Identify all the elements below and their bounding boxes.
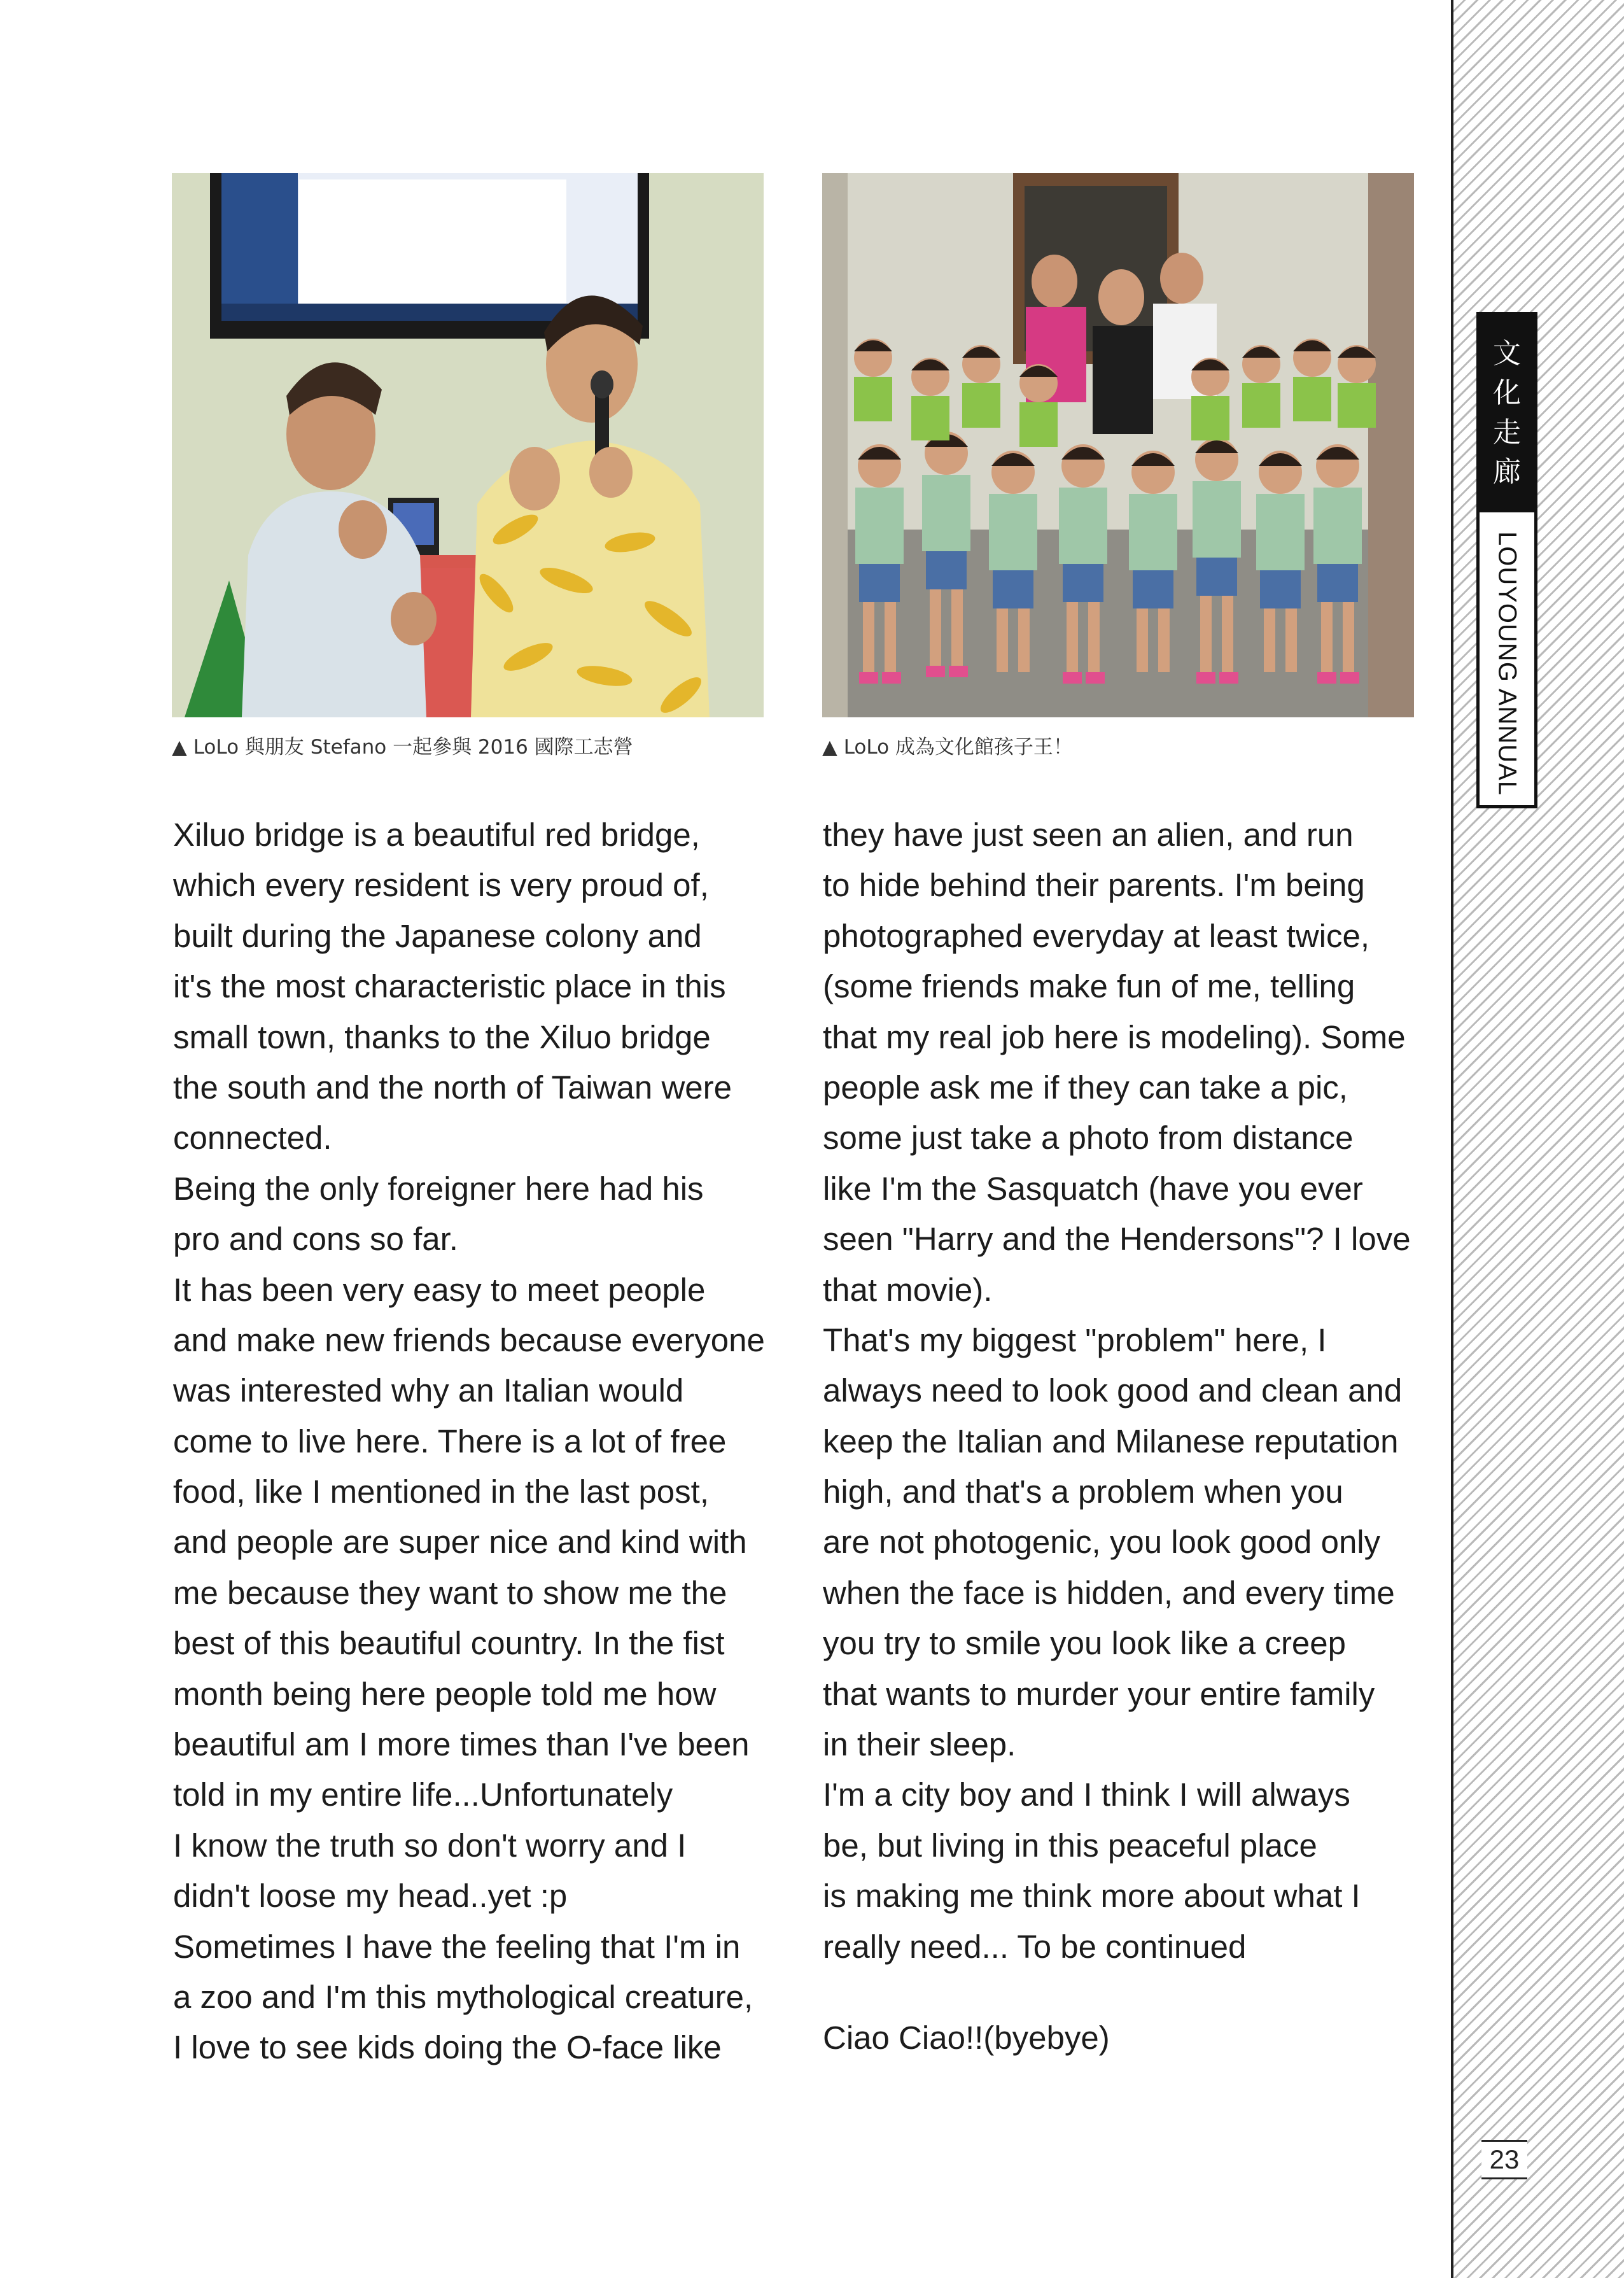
text-line: Sometimes I have the feeling that I'm in [173,1928,741,1965]
section-label: LOUYOUNG ANNUAL [1493,531,1522,796]
text-line: pro and cons so far. [173,1221,458,1258]
text-line: that wants to murder your entire family [823,1675,1375,1712]
text-line: I'm a city boy and I think I will always [823,1776,1350,1813]
text-line: like I'm the Sasquatch (have you ever [823,1170,1363,1207]
text-line: when the face is hidden, and every time [823,1574,1395,1611]
paragraph-spacer [823,1972,1443,2013]
article-column-right [823,810,1443,2063]
photo-caption: ▲ LoLo 成為文化館孩子王！ [822,736,1073,759]
photo-illustration [822,173,1414,717]
text-line: Being the only foreigner here had his [173,1170,704,1207]
text-line: and people are super nice and kind with [173,1524,747,1561]
section-tab-chinese [1480,315,1534,512]
text-line: in their sleep. [823,1726,1016,1763]
section-char: 廊 [1493,456,1521,488]
text-line: didn't loose my head..yet :p [173,1878,568,1915]
text-line: be, but living in this peaceful place [823,1827,1317,1864]
text-line: I know the truth so don't worry and I [173,1827,687,1864]
page-number: 23 [1481,2140,1527,2179]
text-line: is making me think more about what I [823,1878,1361,1915]
text-line: and make new friends because everyone [173,1321,765,1358]
text-line: was interested why an Italian would [173,1372,684,1409]
text-line: month being here people told me how [173,1675,717,1712]
text-line: it's the most characteristic place in this [173,968,726,1005]
text-line: a zoo and I'm this mythological creature, [173,1978,753,2015]
photo-lolo-and-stefano [172,173,764,717]
text-line: Xiluo bridge is a beautiful red bridge, [173,817,700,853]
text-line: told in my entire life...Unfortunately [173,1776,673,1813]
text-line: always need to look good and clean and [823,1372,1403,1409]
section-char: 走 [1493,416,1521,449]
text-line: food, like I mentioned in the last post, [173,1473,709,1510]
text-line: you try to smile you look like a creep [823,1625,1347,1662]
text-line: that my real job here is modeling). Some [823,1018,1406,1055]
text-line: really need... To be continued [823,1928,1247,1965]
text-line: people ask me if they can take a pic, [823,1069,1348,1106]
text-line: I love to see kids doing the O-face like [173,2029,722,2066]
text-line: That's my biggest "problem" here, I [823,1321,1327,1358]
text-line: some just take a photo from distance [823,1120,1354,1157]
text-line: come to live here. There is a lot of free [173,1423,727,1459]
text-line: high, and that's a problem when you [823,1473,1343,1510]
text-line: keep the Italian and Milanese reputation [823,1423,1399,1459]
text-line: photographed everyday at least twice, [823,917,1370,954]
section-char: 化 [1493,377,1521,409]
text-line: which every resident is very proud of, [173,867,709,904]
text-line: built during the Japanese colony and [173,917,702,954]
text-line: are not photogenic, you look good only [823,1524,1381,1561]
text-line: to hide behind their parents. I'm being [823,867,1365,904]
text-line: (some friends make fun of me, telling [823,968,1355,1005]
text-line: me because they want to show me the [173,1574,727,1611]
text-line: seen "Harry and the Hendersons"? I love [823,1221,1411,1258]
text-line: the south and the north of Taiwan were [173,1069,732,1106]
photo-caption: ▲ LoLo 與朋友 Stefano 一起參與 2016 國際工志營 [172,736,633,759]
text-line: It has been very easy to meet people [173,1271,706,1308]
photo-illustration [172,173,764,717]
section-tab [1476,312,1537,808]
text-line: beautiful am I more times than I've been [173,1726,750,1763]
text-line: that movie). [823,1271,993,1308]
article-column-left [173,810,794,2073]
text-line: small town, thanks to the Xiluo bridge [173,1018,711,1055]
text-line: connected. [173,1120,332,1157]
section-char: 文 [1493,337,1521,370]
photo-lolo-with-kids [822,173,1414,717]
text-line: they have just seen an alien, and run [823,817,1354,853]
text-line: best of this beautiful country. In the fist [173,1625,725,1662]
closing-line: Ciao Ciao!!(byebye) [823,2019,1110,2056]
section-tab-english [1480,517,1534,805]
